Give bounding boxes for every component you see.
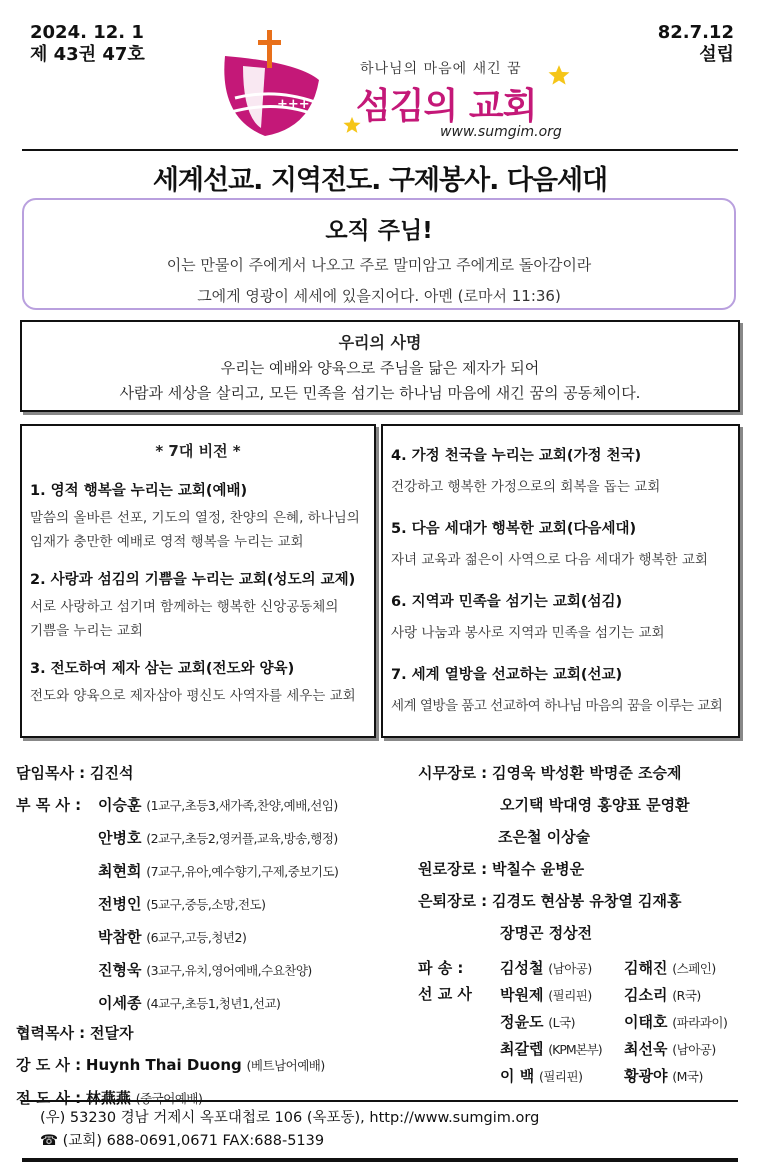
bottom-rule [22, 1158, 738, 1162]
associate-pastor: 이세종 (4교구,초등1,청년1,선교) [98, 994, 281, 1012]
senior-pastor-name: 김진석 [89, 764, 134, 782]
mission-box [20, 320, 740, 412]
missionary-col [624, 955, 748, 1090]
missionary: 정윤도 (L국) [500, 1013, 576, 1031]
mission-title: 우리의 사명 [338, 333, 422, 352]
founding-info [658, 22, 734, 66]
issue-volume: 제 43권 47호 [30, 44, 145, 65]
church-address: (우) 53230 경남 거제시 옥포대첩로 106 (옥포동), http://www.sumgim.org [40, 1110, 540, 1126]
associate-pastor: 최현희 (7교구,유아,예수향기,구제,중보기도) [98, 862, 339, 880]
missionary: 박원제 (필리핀) [500, 986, 592, 1004]
elders-row: 조은철 이상술 [498, 828, 591, 846]
missionary: 황광야 (M국) [624, 1067, 703, 1085]
founded-date: 82.7.12 [657, 22, 734, 43]
vision-item-desc: 전도와 양육으로 제자삼아 평신도 사역자를 세우는 교회 [30, 688, 356, 704]
associate-pastor: 전병인 (5교구,중등,소망,전도) [98, 895, 266, 913]
issue-date: 2024. 12. 1 [30, 22, 144, 43]
church-website[interactable]: www.sumgim.org [440, 124, 562, 140]
header-divider [22, 149, 738, 151]
vision-item-desc: 자녀 교육과 젊은이 사역으로 다음 세대가 행복한 교회 [391, 552, 708, 568]
scripture-line: 그에게 영광이 세세에 있을지어다. 아멘 (로마서 11:36) [197, 287, 561, 305]
vision-item-title: 3. 전도하여 제자 삼는 교회(전도와 양육) [30, 661, 295, 677]
vision-item-title: 2. 사랑과 섬김의 기쁨을 누리는 교회(성도의 교제) [30, 572, 356, 588]
coop-pastor-row: 협력목사 : 전달자 [16, 1024, 134, 1042]
footer-divider [22, 1100, 738, 1102]
vision-item-title: 4. 가정 천국을 누리는 교회(가정 천국) [391, 448, 642, 464]
footer [40, 1107, 539, 1153]
staff-right [418, 757, 748, 1095]
missionaries: 파 송 : 선 교 사 김성철 (남아공) 박원제 (필리핀) 정윤도 (L국) 최갈렙 (KPM본부) 이 백 (필리핀) 김해진 (스페인) 김소리 (R국) 이태호 (파라과이) 최선욱 (남아공) 황광야 (M국) [418, 955, 748, 1095]
missionary: 최선욱 (남아공) [624, 1040, 716, 1058]
vision-item-desc: 사랑 나눔과 봉사로 지역과 민족을 섬기는 교회 [391, 625, 665, 641]
vision-item-title: 1. 영적 행복을 누리는 교회(예배) [30, 483, 248, 499]
scripture-box [22, 198, 736, 310]
mission-line: 우리는 예배와 양육으로 주님을 닮은 제자가 되어 [220, 359, 540, 377]
missionary: 최갈렙 (KPM본부) [500, 1040, 602, 1058]
vision-item-title: 5. 다음 세대가 행복한 교회(다음세대) [391, 521, 637, 537]
vision-item-desc: 건강하고 행복한 가정으로의 회복을 돕는 교회 [391, 479, 661, 495]
vision-item-desc: 서로 사랑하고 섬기며 함께하는 행복한 신앙공동체의 [30, 599, 339, 615]
associate-pastor: 안병호 (2교구,초등2,영커플,교육,방송,행정) [98, 829, 338, 847]
elders-row: 오기택 박대영 홍양표 문영환 [500, 796, 690, 814]
senior-elders-row: 원로장로 : 박칠수 윤병운 [418, 860, 585, 878]
vision-item-desc: 임재가 충만한 예배로 영적 행복을 누리는 교회 [30, 534, 304, 550]
missionary-col [500, 955, 628, 1090]
tagline: 하나님의 마음에 새긴 꿈 [360, 61, 522, 77]
slogan: 세계선교. 지역전도. 구제봉사. 다음세대 [152, 165, 608, 196]
church-logo-icon [215, 28, 325, 143]
missionary: 김해진 (스페인) [624, 959, 716, 977]
missionary: 김성철 (남아공) [500, 959, 592, 977]
vision-item-desc: 말씀의 올바른 선포, 기도의 열정, 찬양의 은혜, 하나님의 [30, 510, 360, 526]
vision-item-title: 6. 지역과 민족을 섬기는 교회(섬김) [391, 594, 623, 610]
staff-left [16, 757, 416, 1115]
associate-pastor: 이승훈 (1교구,초등3,새가족,찬양,예배,선임) [98, 796, 338, 814]
senior-pastor-row: 담임목사 : 김진석 [16, 764, 134, 782]
vision-title: * 7대 비전 * [155, 442, 241, 460]
missionary: 이 백 (필리핀) [500, 1067, 583, 1085]
vision-box-right [381, 424, 740, 738]
scripture-title: 오직 주님! [325, 218, 433, 244]
founded-label: 설립 [699, 44, 734, 65]
lecturer-row: 강 도 사 : Huynh Thai Duong (베트남어예배) [16, 1056, 325, 1074]
phone-icon: ☎ [40, 1133, 59, 1149]
vision-item-desc: 세계 열방을 품고 선교하여 하나님 마음의 꿈을 이루는 교회 [391, 698, 723, 714]
vision-box-left [20, 424, 376, 738]
issue-info [30, 22, 145, 66]
associate-pastor: 진형욱 (3교구,유치,영어예배,수요찬양) [98, 961, 312, 979]
vision-item-title: 7. 세계 열방을 선교하는 교회(선교) [391, 667, 623, 683]
associate-pastor: 박참한 (6교구,고등,청년2) [98, 928, 247, 946]
mission-line: 사람과 세상을 살리고, 모든 민족을 섬기는 하나님 마음에 새긴 꿈의 공동체이다. [119, 384, 641, 402]
star-icon [548, 64, 570, 86]
elders-row: 시무장로 : 김영욱 박성환 박명준 조승제 [418, 764, 682, 782]
missionary: 이태호 (파라과이) [624, 1013, 728, 1031]
missionary: 김소리 (R국) [624, 986, 701, 1004]
retired-elders-row: 은퇴장로 : 김경도 현삼봉 유창열 김재홍 [418, 892, 682, 910]
church-name: 섬김의 교회 [356, 86, 537, 127]
church-phone-row [40, 1130, 539, 1153]
vision-item-desc: 기쁨을 누리는 교회 [30, 623, 143, 639]
svg-text:+++: +++ [277, 97, 310, 112]
church-phone: (교회) 688-0691,0671 FAX:688-5139 [62, 1133, 325, 1149]
retired-elders-row: 장명곤 정상전 [500, 924, 593, 942]
associate-pastors: 부 목 사 : 이승훈 (1교구,초등3,새가족,찬양,예배,선임) 안병호 (2교구,초등2,영커플,교육,방송,행정) 최현희 (7교구,유아,예수향기,구제,중보기도) 전병인 (5교구,중등,소망,전도) 박참한 (6교구,고등,청년2) 진형욱 (3교구,유치,영어예배,수요찬양) 이세종 (4교구,초등1,청년1,선교) [16, 789, 416, 1017]
evangelist-row: 전 도 사 : 林燕燕 (중국어예배) [16, 1089, 203, 1107]
scripture-line: 이는 만물이 주에게서 나오고 주로 말미암고 주에게로 돌아감이라 [166, 256, 592, 274]
